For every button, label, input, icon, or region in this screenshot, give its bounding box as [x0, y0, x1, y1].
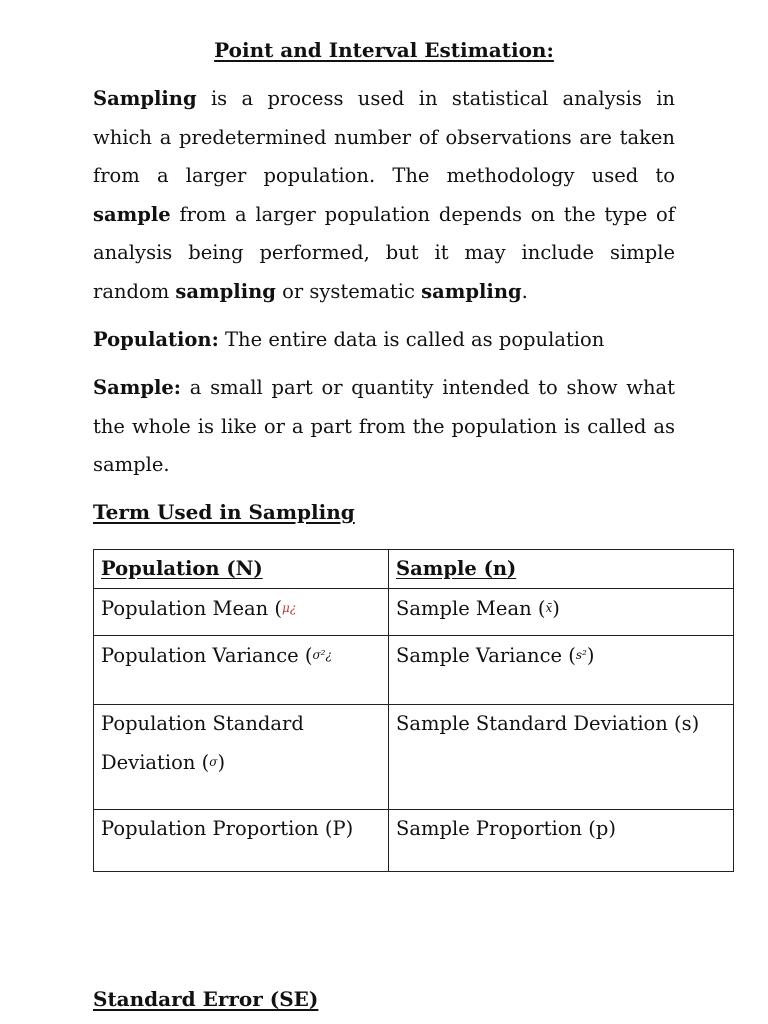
xbar-symbol: x̄: [545, 601, 553, 615]
sample-definition: Sample: a small part or quantity intended to show what the whole is like or a part from the population is called as sample.: [93, 376, 675, 476]
table-row: [94, 636, 734, 705]
sigma-symbol: σ: [209, 755, 218, 769]
table-cell: Sample Mean (x̄): [389, 589, 734, 636]
table-cell: Sample Proportion (p): [389, 810, 734, 872]
term-sampling: Sampling: [93, 87, 197, 110]
table-row: [94, 589, 734, 636]
term-sample: Sample:: [93, 376, 181, 399]
terms-heading: Term Used in Sampling: [93, 500, 355, 524]
table-row: [94, 810, 734, 872]
terms-table: [93, 549, 734, 872]
page-title: Point and Interval Estimation:: [214, 38, 554, 62]
term-population: Population:: [93, 328, 219, 351]
table-row: [94, 705, 734, 810]
mu-symbol: μ¿: [282, 601, 297, 615]
sampling-paragraph: Sampling is a process used in statistical analysis in which a predetermined number of observations are taken from a larger population. The methodology used to sample from a larger population depends on the type of analysis being performed, but it may include simple random sampling or systematic sampling.: [93, 87, 675, 303]
s-squared-symbol: s²: [575, 648, 587, 662]
table-header-cell: Sample (n): [389, 550, 734, 589]
table-cell: Population Mean (μ¿: [94, 589, 389, 636]
table-cell: Population Standard Deviation (σ): [94, 705, 389, 810]
table-cell: Sample Standard Deviation (s): [389, 705, 734, 810]
table-header-row: [94, 550, 734, 589]
table-header-cell: Population (N): [94, 550, 389, 589]
population-definition: Population: The entire data is called as population: [93, 328, 605, 351]
table-cell: Population Proportion (P): [94, 810, 389, 872]
table-cell: Population Variance (σ²¿: [94, 636, 389, 705]
sigma-squared-symbol: σ²¿: [312, 648, 332, 662]
standard-error-heading: Standard Error (SE): [93, 987, 319, 1011]
table-cell: Sample Variance (s²): [389, 636, 734, 705]
